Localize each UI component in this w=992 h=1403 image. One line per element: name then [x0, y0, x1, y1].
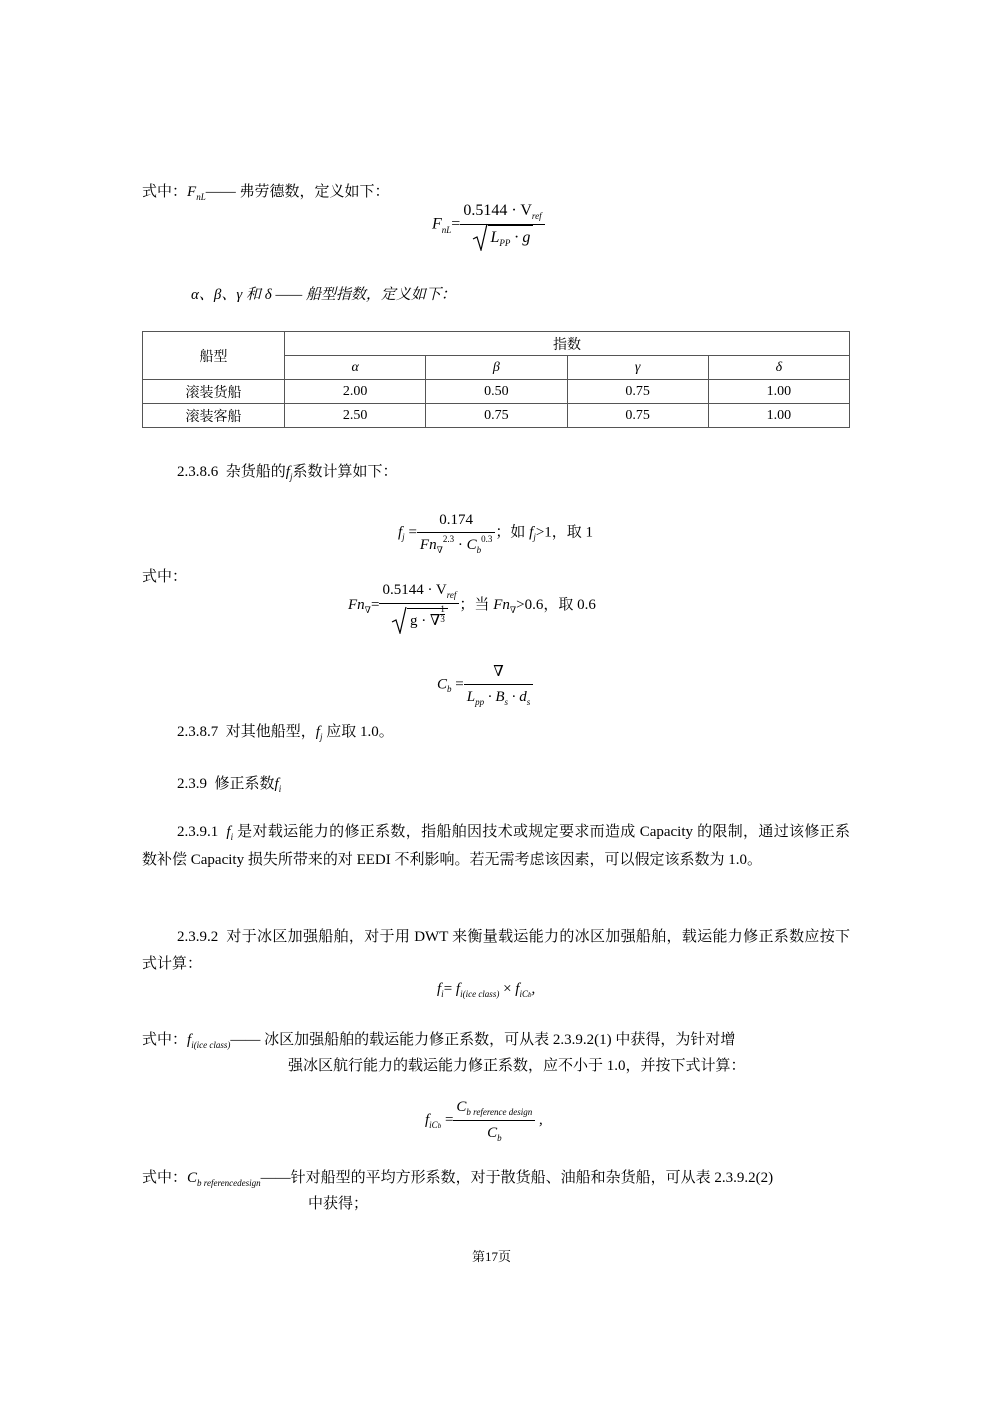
fnl-definition-line [142, 180, 389, 201]
cb-formula: $C_b$ = $\frac{\nabla}{L_{pp} \cdot B_s \cdot d_s}$ [437, 660, 533, 710]
table-col-alpha: α [285, 356, 426, 380]
table-col-delta: δ [708, 356, 849, 380]
section-2-3-9-1-paragraph: 2.3.9.1 $f_i$ 是对载运能力的修正系数，指船舶因技术或规定要求而造成 Capacity 的限制，通过该修正系数补偿 Capacity 损失所带来的对 EEDI 不利影响。若无需考虑该因素，可以假定该系数为 1.0。 [142, 824, 850, 868]
fnl-intro: 式中： [142, 184, 188, 200]
cb-fraction: $\frac{\nabla}{L_{pp} \cdot B_s \cdot d_s}$ [464, 660, 534, 710]
section-2-3-8-6-intro: 式中： [142, 569, 188, 585]
page-number: 第17页 [472, 1249, 512, 1264]
fnl-symbol: F [187, 184, 197, 200]
table-cell: 0.75 [567, 380, 708, 404]
table-col-gamma: γ [567, 356, 708, 380]
table-header-index: 指数 [285, 332, 850, 356]
table-cell-type: 滚装货船 [143, 380, 285, 404]
section-2-3-9-heading: 2.3.9 修正系数$f_i$ [177, 776, 282, 794]
exponents-line: α、β、γ 和 δ —— 船型指数，定义如下： [191, 287, 456, 303]
cb-reference-design-definition-cont: 中获得； [308, 1196, 369, 1212]
table-cell-type: 滚装客船 [143, 404, 285, 428]
fj-fraction: $\frac{0.174}{Fn_\nabla^{2.3} \cdot C_b^{0.3}}$ [417, 508, 495, 558]
fnl-formula-lhs-sub: nL [441, 224, 452, 235]
table-col-beta: β [426, 356, 567, 380]
fnl-fraction [460, 199, 544, 251]
table-row [143, 404, 850, 428]
table-cell: 0.75 [426, 404, 567, 428]
section-2-3-8-7: 2.3.8.7 对其他船型，$f_j$ 应取 1.0。 [177, 724, 394, 742]
ficb-fraction: $\frac{C_{b reference design}}{C_b}$ [453, 1095, 535, 1146]
fn-fraction: $0.5144 \cdot V_{ref}$ g · ∇ $\frac{1}{3}$ [379, 578, 459, 633]
table-cell: 2.00 [285, 380, 426, 404]
fn-formula: $Fn_\nabla=$ $0.5144 \cdot V_{ref}$ g · ∇ $\frac{1}{3}$ ；当 $Fn_\nabla>0.6$，取 0.6 [348, 578, 596, 633]
table-cell: 1.00 [708, 380, 849, 404]
fnl-symbol-sub: nL [196, 192, 206, 202]
table-cell: 0.75 [567, 404, 708, 428]
cb-reference-design-definition: 式中：$C_{b referencedesign}——$针对船型的平均方形系数，对于散货船、油船和杂货船，可从表 2.3.9.2(2) [142, 1170, 774, 1188]
table-cell: 1.00 [708, 404, 849, 428]
fnl-denominator [460, 225, 544, 251]
table-cell: 2.50 [285, 404, 426, 428]
fnl-formula: $F_{nL}=$ $\frac{0.5144 \cdot V_{ref}}{L_{PP} \cdot g}$ [432, 199, 545, 251]
radical-sign [391, 606, 407, 634]
fnl-formula-lhs: F [432, 215, 442, 233]
radical-sign [472, 223, 488, 251]
table-header-type: 船型 [143, 332, 285, 380]
fnl-sqrt: $L_{PP} \cdot g$ [472, 225, 534, 251]
fi-ice-class-definition: 式中：$f_{i(ice class)}——$ 冰区加强船舶的载运能力修正系数，可从表 2.3.9.2(1) 中获得，为针对增 [142, 1032, 736, 1050]
section-2-3-9-2-paragraph: 2.3.9.2 对于冰区加强船舶，对于用 DWT 来衡量载运能力的冰区加强船舶，载运能力修正系数应按下式计算： [142, 929, 851, 972]
fi-product-formula: $f_i= f_{i(ice class)} \times f_{iCb}$, [437, 981, 536, 999]
ship-type-exponent-table [142, 331, 850, 428]
fn-sqrt: g · ∇ $\frac{1}{3}$ [391, 608, 448, 633]
fj-formula: $f_j$ = $\frac{0.174}{Fn_\nabla^{2.3} \cdot C_b^{0.3}}$ ；如 $f_j>1$，取 1 [398, 508, 593, 558]
fnl-description: —— 弗劳德数，定义如下： [205, 184, 390, 200]
fnl-numerator: $0.5144 \cdot V_{ref}$ [460, 199, 544, 225]
ficb-formula: $f_{iCb}$ = $\frac{C_{b reference design}}{C_b}$ , [425, 1095, 543, 1146]
section-2-3-8-6-heading: 2.3.8.6 杂货船的$f_j$系数计算如下： [177, 464, 398, 482]
table-row [143, 380, 850, 404]
table-cell: 0.50 [426, 380, 567, 404]
fi-ice-class-definition-cont: 强冰区航行能力的载运能力修正系数，应不小于 1.0，并按下式计算： [288, 1058, 746, 1074]
